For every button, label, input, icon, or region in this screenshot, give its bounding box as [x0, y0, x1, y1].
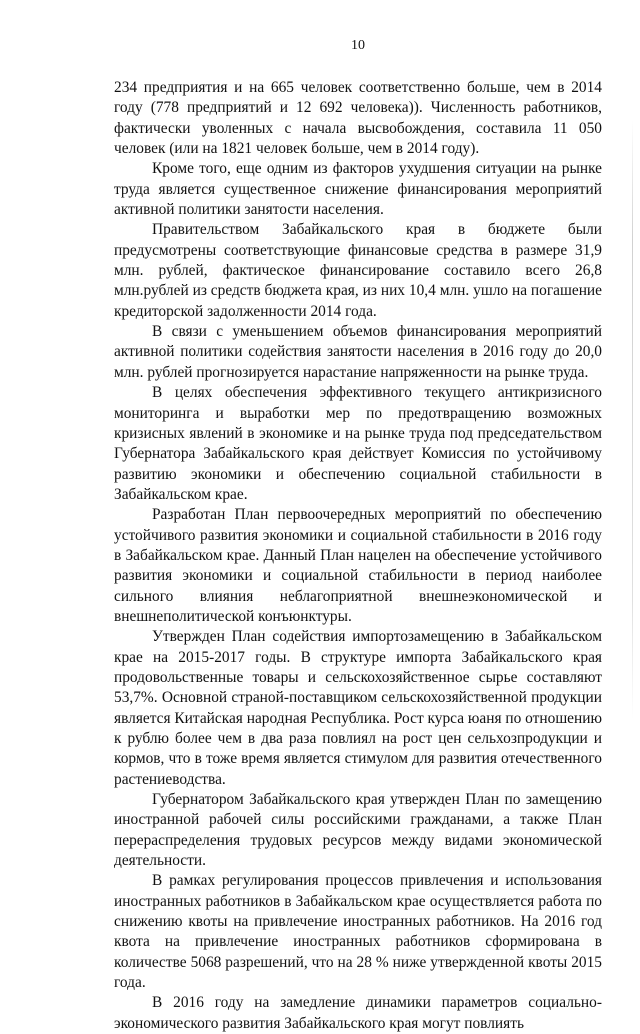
scan-edge-line	[632, 120, 633, 720]
page-number: 10	[351, 38, 365, 53]
paragraph: Губернатором Забайкальского края утвержден План по замещению иностранной рабочей силы российскими гражданами, а также План перераспределения трудовых ресурсов между видами экономической деятельности.	[114, 791, 602, 870]
paragraph: В целях обеспечения эффективного текущего антикризисного мониторинга и выработки мер по предотвращению возможных кризисных явлений в экономике и на рынке труда под председательством Губернатора Забайкальского края действует Комиссия по устойчивому развитию экономики и обеспечению социальной стабильности в Забайкальском крае.	[114, 384, 602, 503]
document-body	[114, 78, 602, 1034]
paragraph: В 2016 году на замедление динамики параметров социально-экономического развития Забайкальского края могут повлиять	[114, 994, 602, 1032]
paragraph-continuation: 234 предприятия и на 665 человек соответственно больше, чем в 2014 году (778 предприятий и 12 692 человека)). Численность работников, фактически уволенных с начала высвобождения, составила 11 050 человек (или на 1821 человек больше, чем в 2014 году).	[114, 79, 602, 158]
paragraph: В связи с уменьшением объемов финансирования мероприятий активной политики содействия занятости населения в 2016 году до 20,0 млн. рублей прогнозируется нарастание напряженности на рынке труда.	[114, 323, 602, 381]
paragraph: Правительством Забайкальского края в бюджете были предусмотрены соответствующие финансовые средства в размере 31,9 млн. рублей, фактическое финансирование составило всего 26,8 млн.рублей из средств бюджета края, из них 10,4 млн. ушло на погашение кредиторской задолженности 2014 года.	[114, 221, 602, 320]
paragraph: Кроме того, еще одним из факторов ухудшения ситуации на рынке труда является существенное снижение финансирования мероприятий активной политики занятости населения.	[114, 160, 602, 219]
paragraph: Утвержден План содействия импортозамещению в Забайкальском крае на 2015-2017 годы. В структуре импорта Забайкальского края продовольственные товары и сельскохозяйственное сырье составляют 53,7%. Основной страной-поставщиком сельскохозяйственной продукции является Китайская народная Республика. Рост курса юаня по отношению к рублю более чем в два раза повлиял на рост цен сельхозпродукции и кормов, что в тоже время является стимулом для развития отечественного растениеводства.	[114, 628, 602, 788]
paragraph: В рамках регулирования процессов привлечения и использования иностранных работников в Забайкальском крае осуществляется работа по снижению квоты на привлечение иностранных работников. На 2016 год квота на привлечение иностранных работников сформирована в количестве 5068 разрешений, что на 28 % ниже утвержденной квоты 2015 года.	[114, 872, 602, 992]
paragraph: Разработан План первоочередных мероприятий по обеспечению устойчивого развития экономики и социальной стабильности в 2016 году в Забайкальском крае. Данный План нацелен на обеспечение устойчивого развития экономики и социальной стабильности в период наиболее сильного влияния неблагоприятной внешнеэкономической и внешнеполитической конъюнктуры.	[114, 506, 602, 625]
